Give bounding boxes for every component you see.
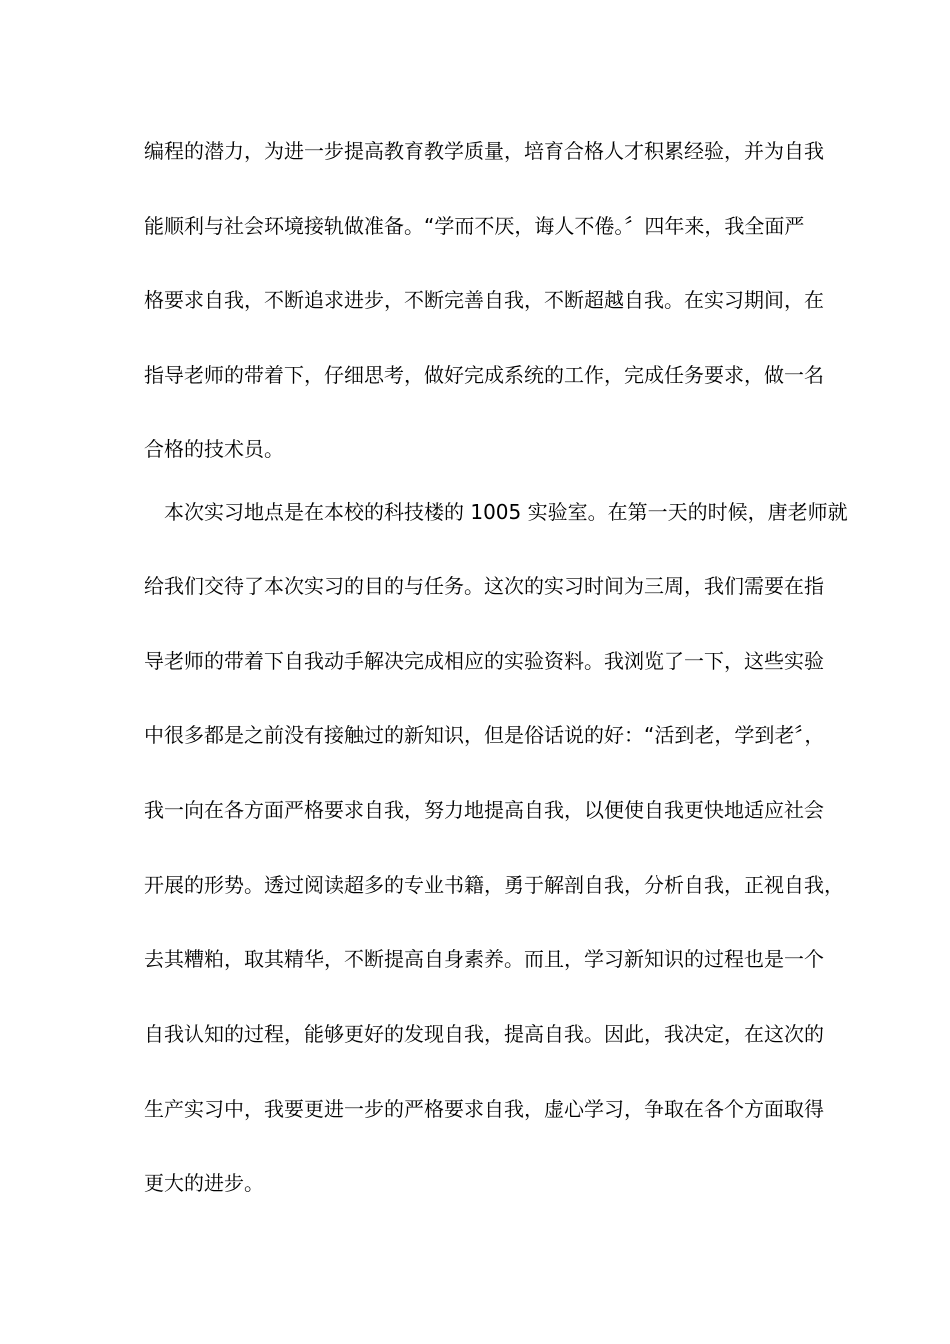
text-line: 给我们交待了本次实习的目的与任务。这次的实习时间为三周，我们需要在指 <box>144 574 824 598</box>
text-line: 能顺利与社会环境接轨做准备。“学而不厌，诲人不倦。〞四年来，我全面严 <box>144 214 805 238</box>
text-line: 去其糟粕，取其精华，不断提高自身素养。而且，学习新知识的过程也是一个 <box>144 947 824 971</box>
text-line: 中很多都是之前没有接触过的新知识，但是俗话说的好：“活到老，学到老〞， <box>144 723 825 747</box>
text-line: 指导老师的带着下，仔细思考，做好完成系统的工作，完成任务要求，做一名 <box>144 363 824 387</box>
text-line: 生产实习中，我要更进一步的严格要求自我，虚心学习，争取在各个方面取得 <box>144 1097 824 1121</box>
text-line: 导老师的带着下自我动手解决完成相应的实验资料。我浏览了一下，这些实验 <box>144 649 824 673</box>
text-line: 自我认知的过程，能够更好的发现自我，提高自我。因此，我决定，在这次的 <box>144 1022 824 1046</box>
text-line: 合格的技术员。 <box>144 437 284 461</box>
text-line: 更大的进步。 <box>144 1171 264 1195</box>
text-line: 编程的潜力，为进一步提高教育教学质量，培育合格人才积累经验，并为自我 <box>144 139 824 163</box>
text-line: 开展的形势。透过阅读超多的专业书籍，勇于解剖自我，分析自我，正视自我， <box>144 873 844 897</box>
text-line: 我一向在各方面严格要求自我，努力地提高自我，以便使自我更快地适应社会 <box>144 798 824 822</box>
paragraph-first-line: 本次实习地点是在本校的科技楼的 1005 实验室。在第一天的时候，唐老师就 <box>164 500 848 524</box>
text-line: 格要求自我，不断追求进步，不断完善自我，不断超越自我。在实习期间，在 <box>144 288 824 312</box>
